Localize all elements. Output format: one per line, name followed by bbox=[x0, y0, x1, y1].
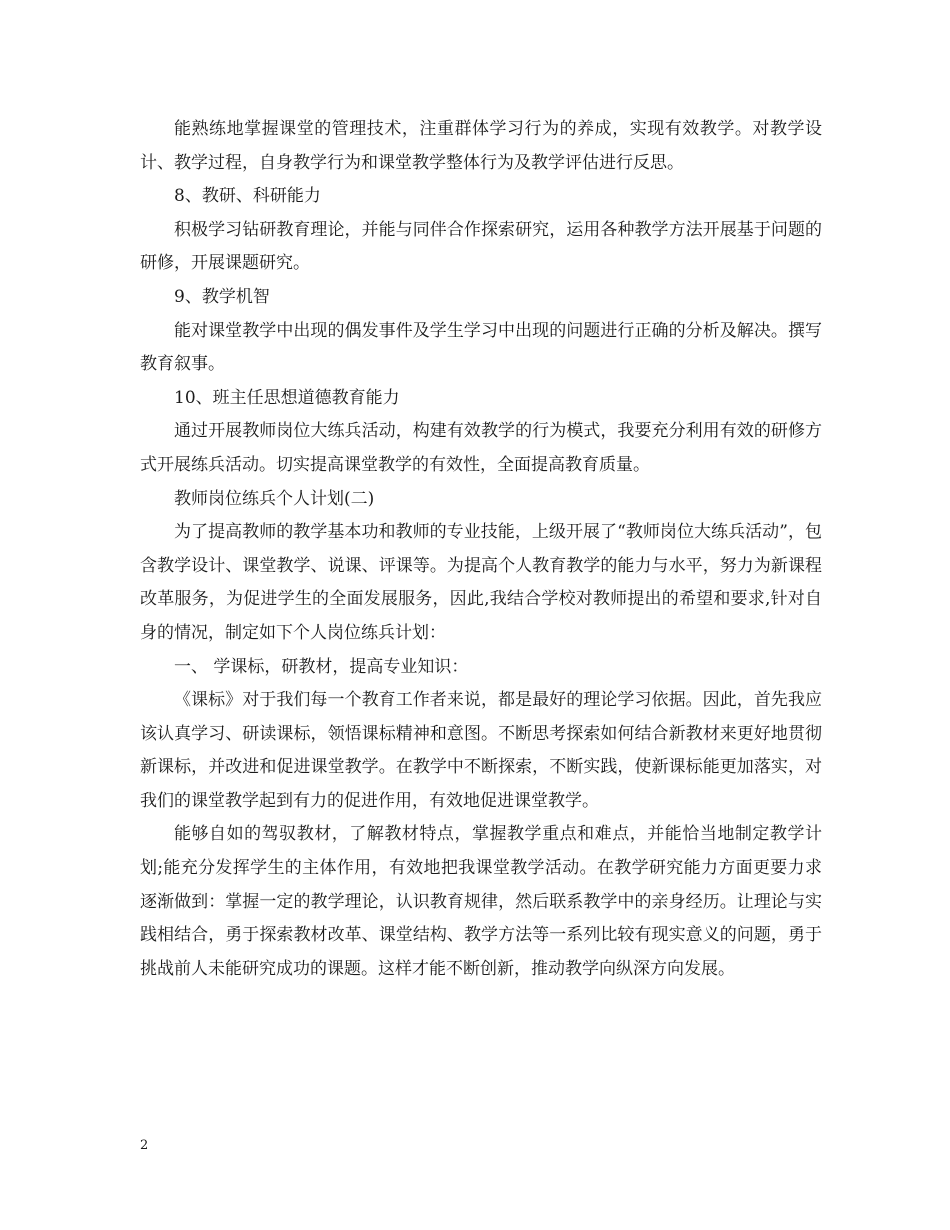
heading-research-ability: 8、教研、科研能力 bbox=[174, 186, 321, 207]
heading-teaching-wit: 9、教学机智 bbox=[174, 286, 270, 307]
paragraph-curriculum-standards: 《课标》对于我们每一个教育工作者来说，都是最好的理论学习依据。因此，首先我应该认真学习、研读课标，领悟课标精神和意图。不断思考探索如何结合新教材来更好地贯彻新课标，并改进和促进课堂教学。在教学中不断探索，不断实践，使新课标能更加落实，对我们的课堂教学起到有力的促进作用，有效地促进课堂教学。 bbox=[140, 690, 822, 811]
paragraph-research-ability: 积极学习钻研教育理论，并能与同伴合作探索研究，运用各种教学方法开展基于问题的研修，开展课题研究。 bbox=[140, 219, 822, 274]
paragraph-teaching-wit: 能对课堂教学中出现的偶发事件及学生学习中出现的问题进行正确的分析及解决。撰写教育叙事。 bbox=[140, 320, 822, 375]
paragraph-classroom-management: 能熟练地掌握课堂的管理技术，注重群体学习行为的养成，实现有效教学。对教学设计、教学过程，自身教学行为和课堂教学整体行为及教学评估进行反思。 bbox=[140, 119, 822, 173]
heading-moral-education: 10、班主任思想道德教育能力 bbox=[174, 387, 400, 408]
paragraph-moral-education: 通过开展教师岗位大练兵活动，构建有效教学的行为模式，我要充分利用有效的研修方式开展练兵活动。切实提高课堂教学的有效性，全面提高教育质量。 bbox=[140, 421, 822, 475]
heading-study-standards: 一、 学课标，研教材，提高专业知识： bbox=[174, 656, 469, 677]
section-title-plan-two: 教师岗位练兵个人计划(二) bbox=[174, 488, 375, 509]
page-number: 2 bbox=[140, 1138, 149, 1153]
paragraph-plan-intro: 为了提高教师的教学基本功和教师的专业技能，上级开展了“教师岗位大练兵活动”，包含教学设计、课堂教学、说课、评课等。为提高个人教育教学的能力与水平，努力为新课程改革服务，为促进学生的全面发展服务，因此,我结合学校对教师提出的希望和要求,针对自身的情况，制定如下个人岗位练兵计划： bbox=[140, 522, 822, 643]
paragraph-master-textbook: 能够自如的驾驭教材，了解教材特点，掌握教学重点和难点，并能恰当地制定教学计划;能充分发挥学生的主体作用，有效地把我课堂教学活动。在教学研究能力方面更要力求逐渐做到：掌握一定的教学理论，认识教育规律，然后联系教学中的亲身经历。让理论与实践相结合，勇于探索教材改革、课堂结构、教学方法等一系列比较有现实意义的问题，勇于挑战前人未能研究成功的课题。这样才能不断创新，推动教学向纵深方向发展。 bbox=[140, 824, 822, 979]
document-body bbox=[140, 113, 822, 986]
